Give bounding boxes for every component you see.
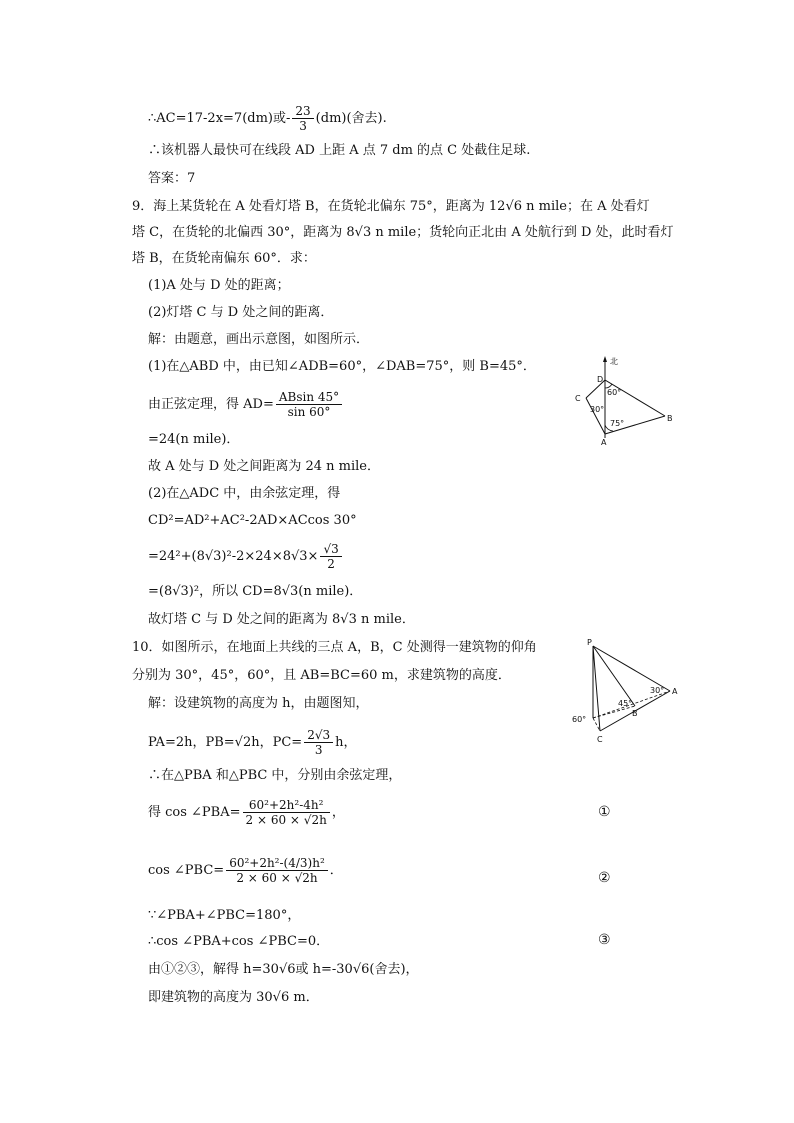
fraction: $\frac{2√3}{3}$ xyxy=(304,728,333,757)
problem-10-solution-7: ∴cos ∠PBA+cos ∠PBC=0． xyxy=(148,934,330,949)
equation-mark-1: ① xyxy=(598,804,611,820)
point-P-label: P xyxy=(587,638,592,647)
solution-line-2: 由正弦定理，得 AD= $\frac{ABsin 45^\circ}{\sin 60^\circ}$ xyxy=(148,390,344,419)
fraction: $\frac{\text{60²+2h²-(4/3)h²}}{2 \times 60 \times √2h}$ xyxy=(226,856,328,885)
problem-10-solution-9: 即建筑物的高度为 30√6 m． xyxy=(148,990,319,1005)
problem-9-line-2: 塔 C，在货轮的北偏西 30°，距离为 8√3 n mile；货轮向正北由 A 处航行到 D 处，此时看灯 xyxy=(132,225,674,240)
angle-75-label: 75° xyxy=(610,419,625,428)
problem-10-line-2: 分别为 30°，45°，60°，且 AB=BC=60 m，求建筑物的高度． xyxy=(132,668,511,683)
solution-line-3: =24(n mile)． xyxy=(148,432,240,447)
point-A-label: A xyxy=(672,687,678,696)
angle-30-label: 30° xyxy=(650,686,665,695)
point-A-label: A xyxy=(601,438,607,447)
problem-10-solution-2: PA=2h，PB=√2h，PC= $\frac{2√3}{3}$ h， xyxy=(148,728,357,757)
solution-line-9: 故灯塔 C 与 D 处之间的距离为 8√3 n mile． xyxy=(148,612,415,627)
problem-10-solution-5: cos ∠PBC= $\frac{\text{60²+2h²-(4/3)h²}}{2 \times 60 \times √2h}$ ． xyxy=(148,856,343,885)
solution-intro: 解：由题意，画出示意图，如图所示． xyxy=(148,332,370,347)
text-line-1: ∴AC=17-2x=7(dm)或- $\frac{23}{3}$ (dm)(舍去). xyxy=(148,104,387,133)
navigation-diagram xyxy=(560,352,685,447)
point-D-label: D xyxy=(597,375,604,384)
equation-mark-3: ③ xyxy=(598,932,611,948)
solution-line-1: (1)在△ABD 中，由已知∠ADB=60°，∠DAB=75°，则 B=45°． xyxy=(148,359,536,374)
answer-line: 答案：7 xyxy=(148,171,196,186)
solution-line-6: CD²=AD²+AC²-2AD×ACcos 30° xyxy=(148,513,357,528)
fraction: $\frac{\text{60²+2h²-4h²}}{2 \times 60 \times √2h}$ xyxy=(243,798,330,827)
text-line-2: ∴该机器人最快可在线段 AD 上距 A 点 7 dm 的点 C 处截住足球. xyxy=(148,143,531,158)
problem-9-line-1: 9．海上某货轮在 A 处看灯塔 B，在货轮北偏东 75°，距离为 12√6 n mile；在 A 处看灯 xyxy=(132,199,650,214)
point-C-label: C xyxy=(597,735,603,744)
point-C-label: C xyxy=(575,394,581,403)
solution-line-7: =24²+(8√3)²-2×24×8√3× $\frac{√3}{2}$ xyxy=(148,542,344,571)
solution-line-4: 故 A 处与 D 处之间距离为 24 n mile． xyxy=(148,459,380,474)
problem-10-solution-3: ∴在△PBA 和△PBC 中，分别由余弦定理， xyxy=(148,768,402,783)
solution-line-5: (2)在△ADC 中，由余弦定理，得 xyxy=(148,486,341,501)
problem-9-part-1: (1)A 处与 D 处的距离； xyxy=(148,278,290,293)
fraction: $\frac{23}{3}$ xyxy=(292,104,313,133)
problem-10-solution-6: ∵∠PBA+∠PBC=180°， xyxy=(148,908,301,923)
problem-9-line-3: 塔 B，在货轮南偏东 60°．求： xyxy=(132,251,316,266)
equation-mark-2: ② xyxy=(598,870,611,886)
problem-10-solution-1: 解：设建筑物的高度为 h，由题图知， xyxy=(148,696,369,711)
angle-60-label: 60° xyxy=(607,388,622,397)
problem-9-part-2: (2)灯塔 C 与 D 处之间的距离． xyxy=(148,305,334,320)
problem-10-solution-4: 得 cos ∠PBA= $\frac{\text{60²+2h²-4h²}}{2 \times 60 \times √2h}$ ， xyxy=(148,798,345,827)
angle-60-label: 60° xyxy=(572,715,587,724)
angle-45-label: 45° xyxy=(618,699,633,708)
point-B-label: B xyxy=(667,414,673,423)
problem-10-line-1: 10．如图所示，在地面上共线的三点 A，B，C 处测得一建筑物的仰角 xyxy=(132,640,537,655)
angle-30-label: 30° xyxy=(590,405,605,414)
fraction: $\frac{√3}{2}$ xyxy=(320,542,341,571)
point-B-label: B xyxy=(632,709,638,718)
building-diagram xyxy=(560,636,685,746)
solution-line-8: =(8√3)²，所以 CD=8√3(n mile)． xyxy=(148,584,363,599)
problem-10-solution-8: 由①②③，解得 h=30√6或 h=-30√6(舍去)， xyxy=(148,962,419,977)
north-label: 北 xyxy=(610,357,618,366)
fraction: $\frac{ABsin 45^\circ}{\sin 60^\circ}$ xyxy=(276,390,342,419)
